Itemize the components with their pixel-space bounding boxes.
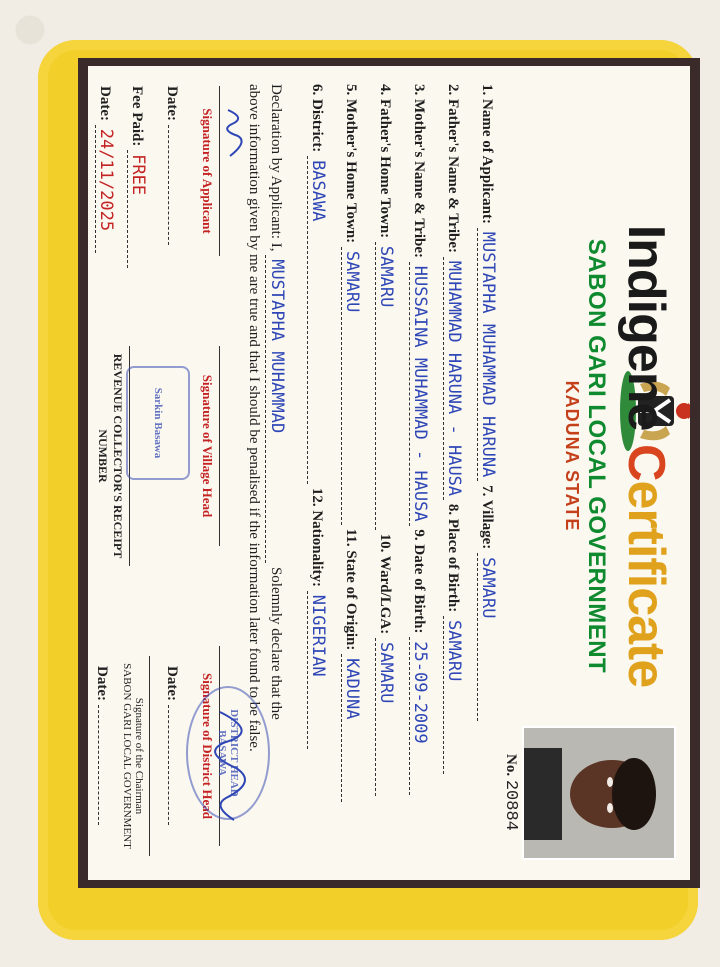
indigene-certificate (88, 66, 690, 880)
district-value: BASAWA (307, 156, 328, 484)
receipt-number-label: REVENUE COLLECTOR'S RECEIPT NUMBER (95, 346, 130, 566)
father-hometown-value: SAMARU (375, 242, 396, 530)
row-district: 6. District: BASAWA 12. Nationality: NIGERIAN (307, 84, 328, 749)
declarant-name-value: MUSTAPHA MUHAMMAD (265, 255, 288, 563)
declaration: Declaration by Applicant: I, MUSTAPHA MUHAMMAD Solemnly declare that the above information given by me are true and that I should be penalised if the information later found to be false. (246, 84, 287, 752)
applicant-name-value: MUSTAPHA MUHAMMAD HARUNA (477, 228, 498, 482)
issue-date-value: 24/11/2025 (95, 125, 116, 253)
village-head-signature: Signature of Village Head (199, 346, 220, 546)
ward-lga-value: SAMARU (375, 638, 396, 796)
date-field-fee: Date: 24/11/2025 (95, 86, 116, 253)
row-applicant: 1. Name of Applicant: MUSTAPHA MUHAMMAD HARUNA 7. Village: SAMARU (477, 84, 498, 721)
date-of-birth-value: 25-09-2009 (409, 637, 430, 795)
fee-paid-field: Fee Paid: FREE (127, 86, 148, 268)
row-mother-hometown: 5. Mother's Home Town: SAMARU 11. State of Origin: KADUNA (341, 84, 362, 802)
row-father-hometown: 4. Father's Home Town: SAMARU 10. Ward/LGA: SAMARU (375, 84, 396, 796)
portrait-image (524, 728, 674, 858)
state-of-origin-value: KADUNA (341, 654, 362, 802)
place-of-birth-value: SAMARU (443, 616, 464, 774)
row-mother: 3. Mother's Name & Tribe: HUSSAINA MUHAMMAD - HAUSA 9. Date of Birth: 25-09-2009 (409, 84, 430, 795)
district-head-signature-scrawl-icon (200, 706, 260, 826)
date-field-applicant: Date: (163, 86, 180, 245)
district-head-stamp: DISTRICT HEAD BASAWA (186, 686, 270, 820)
state-name: KADUNA STATE (562, 380, 582, 532)
date-field-district: Date: (163, 666, 180, 825)
applicant-signature-scrawl-icon (220, 106, 250, 166)
village-head-stamp: Sarkin Basawa (126, 366, 190, 480)
mother-hometown-value: SAMARU (341, 247, 362, 525)
chairman-signature: Signature of the Chairman SABON GARI LOCAL GOVERNMENT (121, 656, 150, 856)
father-name-value: MUHAMMAD HARUNA - HAUSA (443, 257, 464, 500)
certificate-title: Indigene Certificate (617, 224, 675, 688)
row-father: 2. Father's Name & Tribe: MUHAMMAD HARUNA - HAUSA 8. Place of Birth: SAMARU (443, 84, 464, 774)
fee-paid-value: FREE (127, 150, 148, 268)
date-field-chairman: Date: (93, 666, 110, 825)
local-government-name: SABON GARI LOCAL GOVERNMENT (583, 238, 610, 674)
district-head-signature: Signature of District Head (199, 646, 220, 846)
mother-name-value: HUSSAINA MUHAMMAD - HAUSA (409, 262, 430, 526)
applicant-photo (522, 726, 676, 860)
certificate-content (88, 66, 690, 880)
applicant-signature: Signature of Applicant (199, 86, 220, 256)
nationality-value: NIGERIAN (307, 591, 328, 749)
village-value: SAMARU (477, 553, 498, 721)
certificate-number: No. 20884 (501, 754, 520, 831)
